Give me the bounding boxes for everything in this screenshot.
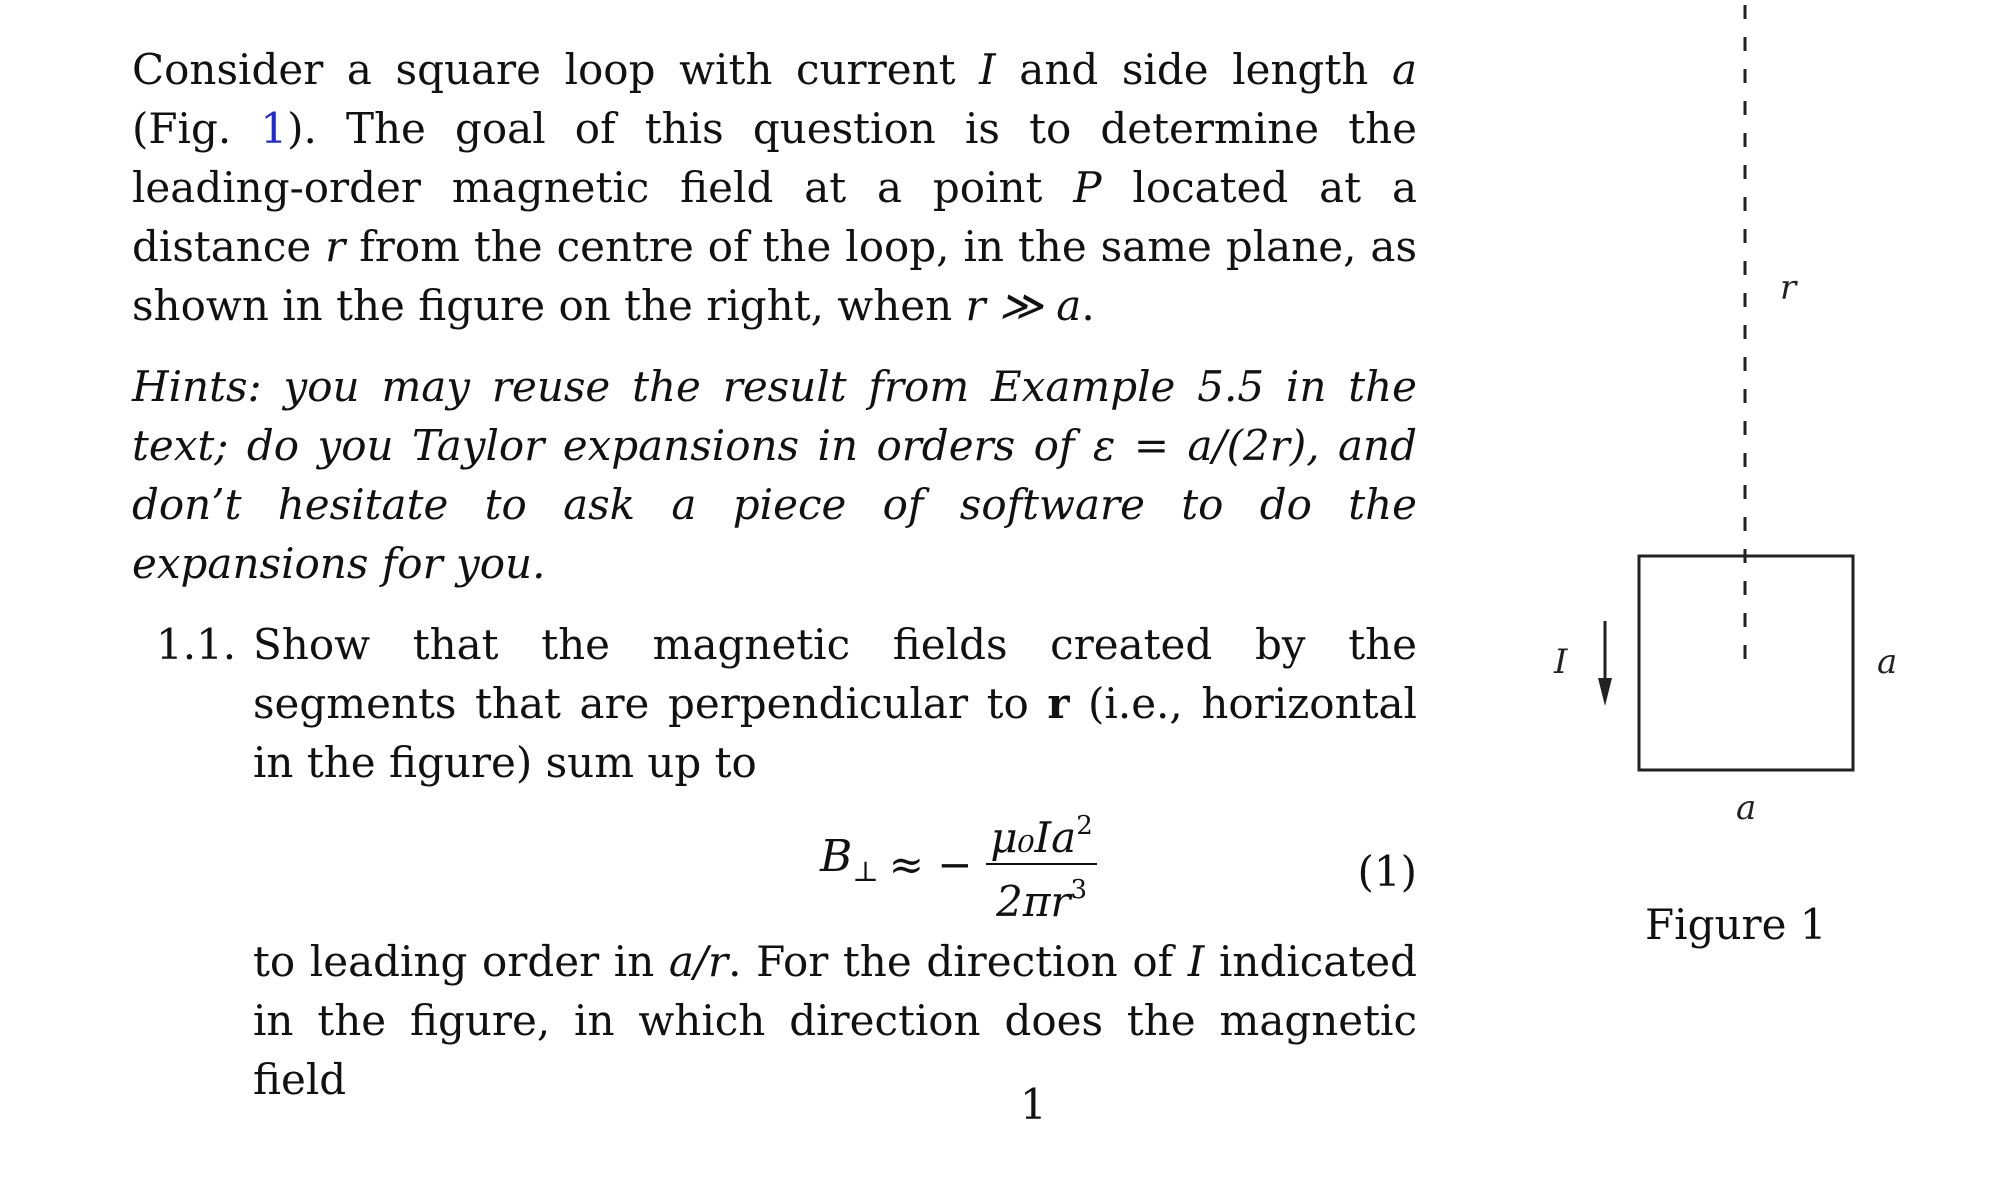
text-column [132, 40, 1417, 1109]
loop-diagram [1500, 0, 1920, 980]
item-text-2: (i.e., horizontal in the figure) sum up to [253, 679, 1417, 787]
var-current: I [979, 45, 996, 94]
intro-text-5: located at a distance [132, 163, 1417, 271]
item-text-1: Show that the magnetic fields created by the segments that are perpendicular to [253, 620, 1417, 728]
equation-body [820, 804, 1097, 924]
item-continuation [253, 932, 1417, 1109]
condition-expression: r ≫ a [965, 281, 1082, 330]
equation-1 [253, 796, 1417, 930]
page-number: 1 [1020, 1080, 1047, 1129]
perp-subscript: ⊥ [852, 855, 879, 888]
var-distance: r [325, 222, 346, 271]
var-current-2: I [1187, 937, 1205, 986]
hints-text-2: , and don’t hesitate to ask a piece of software to do the expansions for you. [132, 421, 1417, 588]
figure-caption: Figure 1 [1645, 900, 1827, 949]
fraction-denominator [992, 865, 1091, 927]
item-statement [253, 615, 1417, 792]
equation-lhs [820, 827, 879, 901]
numerator-exponent: 2 [1076, 811, 1093, 841]
approx-operator: ≈ − [888, 839, 973, 889]
denominator-exponent: 3 [1070, 875, 1088, 905]
fraction-numerator [986, 801, 1096, 865]
epsilon-expression: ε = a/(2r) [1092, 421, 1307, 470]
var-point: P [1073, 163, 1102, 212]
item-number: 1.1. [156, 620, 237, 669]
question-item-1-1 [132, 615, 1417, 1109]
label-side-right: a [1877, 642, 1898, 682]
intro-text-1: Consider a square loop with current [132, 45, 980, 94]
hints-text-1: Hints: you may reuse the result from Example 5.5 in the text; do you Taylor expansions in orders of [132, 362, 1417, 470]
vector-r: r [1047, 679, 1070, 728]
intro-text-4: ). The goal of this question is to determine the leading-order magnetic field at a point [132, 104, 1418, 212]
b-symbol: B [820, 831, 853, 882]
label-r: r [1780, 268, 1797, 308]
label-current: I [1554, 642, 1568, 682]
figure-1 [1500, 0, 1920, 980]
intro-text-2: and side length [995, 45, 1392, 94]
ratio-expression: a/r [668, 937, 729, 986]
numerator-text: μ₀Ia [990, 813, 1077, 862]
equation-number: (1) [1357, 847, 1417, 896]
var-side-length: a [1391, 45, 1417, 94]
continuation-text-1: to leading order in [253, 937, 669, 986]
continuation-text-3: indicated in the figure, in which direction does the magnetic field [253, 937, 1417, 1104]
equation-fraction [986, 801, 1096, 927]
figure-reference-link[interactable]: 1 [260, 104, 288, 153]
intro-text-7: . [1081, 281, 1095, 330]
intro-text-6: from the centre of the loop, in the same plane, as shown in the figure on the right, when [132, 222, 1417, 330]
continuation-text-2: . For the direction of [728, 937, 1188, 986]
label-side-bottom: a [1736, 788, 1757, 828]
current-arrow-head [1598, 678, 1612, 706]
intro-text-3: (Fig. [132, 104, 261, 153]
denominator-text: 2πr [996, 877, 1071, 926]
intro-paragraph [132, 40, 1417, 335]
hints-paragraph [132, 357, 1417, 593]
